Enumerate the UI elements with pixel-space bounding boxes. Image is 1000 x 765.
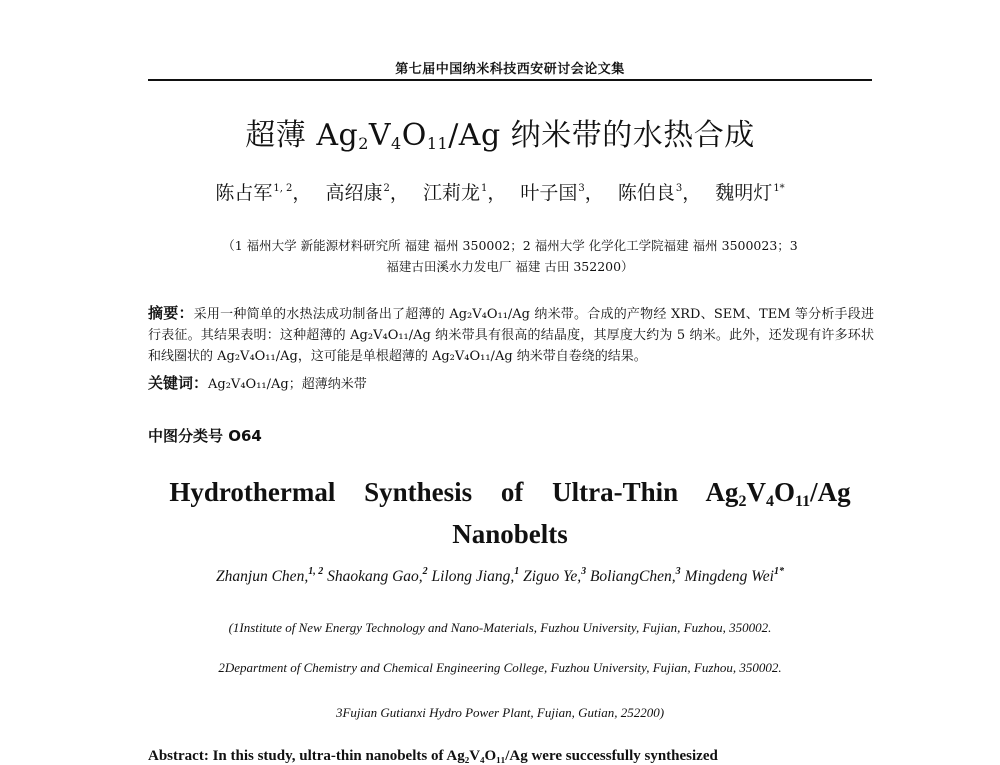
en-title-sub-2: 4 [765, 493, 774, 510]
en-author [523, 568, 586, 585]
cn-abstract-text: 采用一种简单的水热法成功制备出了超薄的 Ag₂V₄O₁₁/Ag 纳米带。合成的产物经 XRD、SEM、TEM 等分析手段进行表征。其结果表明：这种超薄的 Ag₂V₄O₁₁/Ag 纳米带具有很高的结晶度，其厚度大约为 5 纳米。此外，还发现有许多环状和线圈状的 Ag₂V₄O₁₁/Ag，这可能是单根超薄的 Ag₂V₄O₁₁/Ag 纳米带自卷绕的结果。 [148, 307, 874, 364]
cn-author-sup: 1 [480, 183, 488, 194]
cn-author [215, 182, 311, 204]
cn-title-sub-3: 11 [426, 134, 449, 153]
cn-author-sup: 3 [675, 183, 683, 194]
en-affiliation-2: 2Department of Chemistry and Chemical Engineering College, Fuzhou University, Fujian, Fuzhou, 350002. [218, 660, 782, 675]
cn-abstract-label: 摘要： [148, 304, 194, 322]
en-affiliation-3: 3Fujian Gutianxi Hydro Power Plant, Fujian, Gutian, 252200) [335, 705, 665, 720]
en-author [216, 568, 323, 585]
en-author-name: Zhanjun Chen, [216, 568, 309, 585]
en-author [590, 568, 681, 585]
en-author-name: Ziguo Ye, [523, 568, 582, 585]
en-author-sup: 2 [422, 566, 428, 577]
cn-author-sep: ， [292, 182, 312, 204]
en-title-line-2: Nanobelts [452, 519, 568, 549]
cn-author-name: 魏明灯 [715, 182, 773, 204]
en-author [327, 568, 428, 585]
cn-author [715, 182, 784, 204]
en-author-sup: 1, 2 [308, 566, 324, 577]
english-authors [0, 566, 1000, 586]
cn-author-sup: 1, 2 [273, 183, 293, 194]
cn-author-sep: ， [487, 182, 507, 204]
en-author [432, 568, 520, 585]
en-title-v: V [746, 477, 766, 507]
cn-author-sup: 2 [383, 183, 390, 194]
cn-author-name: 叶子国 [520, 182, 578, 204]
chinese-affiliations [150, 235, 870, 277]
en-author-sup: 3 [581, 566, 587, 577]
cn-title-o: O [401, 118, 427, 153]
en-author-sup: 1* [773, 566, 784, 577]
cn-keywords-label: 关键词： [148, 374, 209, 392]
cn-author [423, 182, 506, 204]
en-affiliation-1: (1Institute of New Energy Technology and Nano-Materials, Fuzhou University, Fujian, Fuzhou, 350002. [228, 620, 772, 635]
chinese-authors [0, 178, 1000, 205]
cn-title-sub-1: 2 [358, 134, 369, 153]
english-title [150, 476, 870, 551]
cn-author-name: 江莉龙 [422, 182, 480, 204]
cn-author-sep: ， [389, 182, 409, 204]
cn-author-name: 陈占军 [215, 182, 273, 204]
cn-title-prefix: 超薄 Ag [245, 118, 359, 153]
cn-title-suffix: /Ag 纳米带的水热合成 [448, 118, 755, 153]
cn-author-sep: ， [682, 182, 702, 204]
cn-author-name: 高绍康 [325, 182, 383, 204]
chinese-abstract [148, 303, 874, 367]
en-title-line-1 [150, 476, 870, 518]
en-author-name: Shaokang Gao, [327, 568, 423, 585]
cn-author [520, 182, 603, 204]
en-title-prefix: Hydrothermal Synthesis of Ultra-Thin Ag [169, 477, 739, 507]
cn-author-sup: 1* [773, 183, 785, 194]
running-head: 第七届中国纳米科技西安研讨会论文集 [395, 62, 625, 77]
en-author [685, 568, 784, 585]
en-title-suffix: /Ag [810, 477, 851, 507]
cn-author [618, 182, 701, 204]
chinese-keywords [148, 373, 874, 395]
en-title-sub-3: 11 [794, 493, 811, 510]
chinese-title [0, 110, 1000, 154]
en-author-name: BoliangChen, [589, 568, 676, 585]
cn-author [325, 182, 408, 204]
cn-affiliation-line-2: 福建古田溪水力发电厂 福建 古田 352200） [386, 259, 634, 274]
en-author-name: Lilong Jiang, [431, 568, 515, 585]
cn-title-sub-2: 4 [391, 134, 402, 153]
en-author-name: Mingdeng Wei [684, 568, 774, 585]
cn-author-name: 陈伯良 [617, 182, 675, 204]
header-rule [148, 79, 872, 81]
cn-title-v: V [368, 118, 392, 153]
en-title-o: O [773, 477, 795, 507]
cn-author-sep: ， [584, 182, 604, 204]
cn-author-sup: 3 [578, 183, 585, 194]
cn-affiliation-line-1: （1 福州大学 新能源材料研究所 福建 福州 350002；2 福州大学 化学化工学院福建 福州 3500023；3 [222, 238, 798, 253]
cn-keywords-text: Ag₂V₄O₁₁/Ag；超薄纳米带 [208, 377, 367, 392]
en-author-sup: 1 [514, 566, 520, 577]
english-abstract-start: Abstract: In this study, ultra-thin nanobelts of Ag₂V₄O₁₁/Ag were successfully synthesized [148, 748, 718, 764]
en-title-sub-1: 2 [738, 493, 747, 510]
en-author-sup: 3 [675, 566, 681, 577]
classification-number: 中图分类号 O64 [148, 427, 262, 445]
